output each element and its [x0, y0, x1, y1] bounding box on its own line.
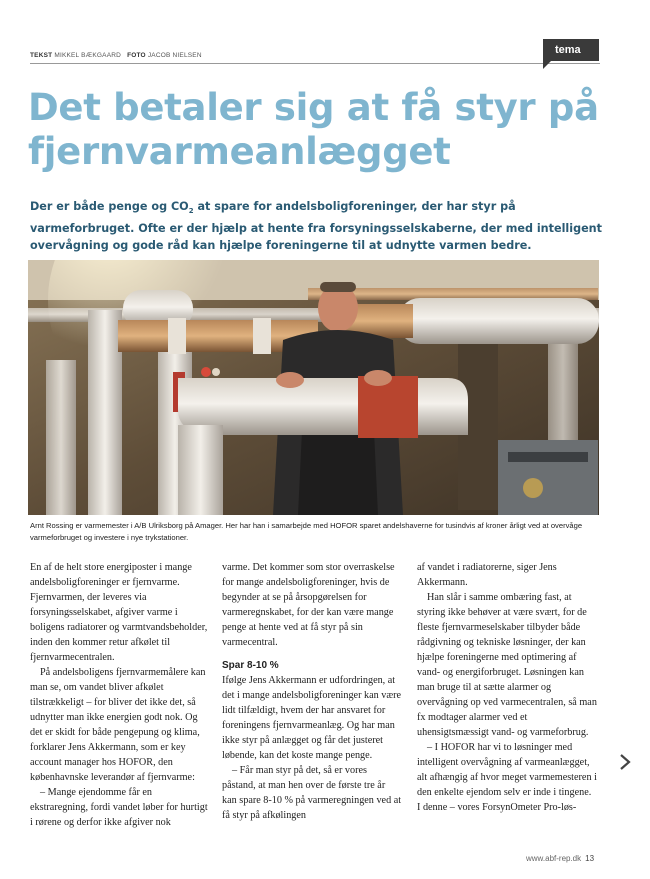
body-column-2 — [222, 560, 402, 823]
body-paragraph: af vandet i radiatorerne, siger Jens Akkermann. — [417, 562, 557, 588]
photo-caption: Arnt Rossing er varmemester i A/B Ulriksborg på Amager. Her har han i samarbejde med HOFOR sparet andelshaverne for tusindvis af kroner årligt ved at overvåge varmeforbruget og investere i nye trykstationer. — [30, 521, 583, 542]
body-paragraph: På andelsboligens fjernvarmemålere kan man se, om vandet bliver afkølet tilstrækkeligt – for bliver det ikke det, så udnytter man ikke energien godt nok. Og det er skidt for både pengepung og klima, forklarer Jens Akkermann, som er key account manager hos HOFOR, den københavnske leverandør af fjernvarme: — [30, 667, 206, 783]
next-page-chevron-icon[interactable] — [617, 752, 633, 772]
credit-photo-name: JACOB NIELSEN — [147, 52, 202, 59]
body-column-3 — [417, 560, 597, 815]
body-paragraph: Ifølge Jens Akkermann er udfordringen, at det i mange andelsboligforeninger kan være lidt tilfældigt, hvem der har ansvaret for foreningens fjernvarmeanlæg. Og har man ikke styr på anlægget og får det justeret løbende, kan det koste mange penge. — [222, 675, 402, 761]
lead-part-1: Der er både penge og CO — [30, 200, 189, 213]
section-tag-notch — [543, 61, 551, 69]
body-paragraph: En af de helt store energiposter i mange andelsboligforeninger er fjernvarme. Fjernvarmen, der leveres via forsyningsselskabet, afgiver varme i boligens radiatorer og varmtvandsbeholder, inden den kommer retur afkølet til fjernvarmecentralen. — [30, 562, 208, 663]
page-footer — [526, 854, 594, 863]
header-rule — [30, 63, 600, 64]
subheading: Spar 8-10 % — [222, 660, 279, 671]
headline: Det betaler sig at få styr på fjernvarmeanlægget — [28, 86, 599, 173]
body-paragraph: – I HOFOR har vi to løsninger med intelligent overvågning af varmeanlægget, alt afhængig af hvor meget varmemesteren i den enkelte ejendom selv er inde i tingene. I denne – vores ForsynOmeter Pro-løs- — [417, 742, 597, 813]
footer-url: www.abf-rep.dk — [526, 854, 582, 863]
credit-photo-label: FOTO — [127, 52, 146, 59]
boiler-room-illustration — [28, 260, 599, 515]
body-paragraph: – Mange ejendomme får en ekstraregning, fordi vandet løber for hurtigt i rørene og derfor ikke afgiver nok — [30, 787, 208, 828]
body-paragraph: varme. Det kommer som stor overraskelse for mange andelsboligforeninger, hvis de begynder at se på årsopgørelsen for varmeregnskabet, for der kan være mange penge at hente ved at få styr på sin varmecentral. — [222, 562, 395, 648]
credit-text-name: MIKKEL BÆKGAARD — [54, 52, 122, 59]
page-number: 13 — [585, 854, 595, 863]
lead-paragraph — [30, 198, 605, 254]
byline — [30, 52, 202, 59]
body-paragraph: Han slår i samme ombæring fast, at styring ikke behøver at være svært, for de fleste fjernvarmeselskaber tilbyder både rådgivning og tekniske løsninger, der kan hjælpe foreningerne med optimering af vand- og energiforbruget. Løsningen kan man bruge til at sætte alarmer og overvågning op ved varmecentralen, så man fx modtager alarmer ved et uhensigtsmæssigt vand- og varmeforbrug. — [417, 592, 597, 738]
lead-part-2: at spare for andelsboligforeninger, der har styr på varmeforbruget. Ofte er der hjælp at hente fra forsyningsselskaberne, der med intelligent overvågning og gode råd kan hjælpe foreningerne til at udnytte varmen bedre. — [30, 200, 602, 253]
article-photo — [28, 260, 599, 515]
credit-text-label: TEKST — [30, 52, 53, 59]
body-paragraph: – Får man styr på det, så er vores påstand, at man hen over de første tre år kan spare 8-10 % på varmeregningen ved at få styr på afkølingen — [222, 765, 402, 821]
body-column-1 — [30, 560, 210, 830]
section-tag: tema — [543, 39, 599, 61]
lead-subscript: 2 — [188, 207, 194, 216]
